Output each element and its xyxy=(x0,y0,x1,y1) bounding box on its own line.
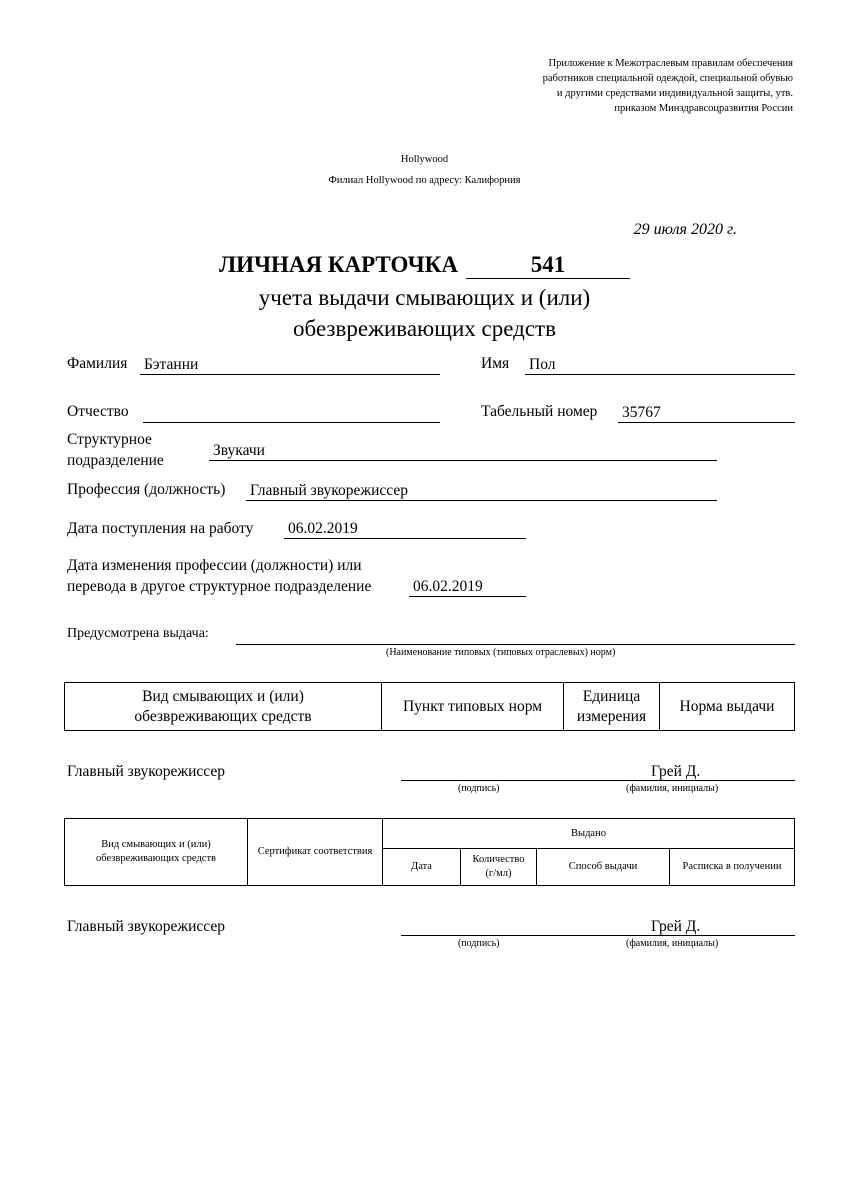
legal-note xyxy=(543,56,793,116)
signature-hint: (подпись) xyxy=(458,783,500,794)
table-header-cell: Количество (г/мл) xyxy=(461,849,537,886)
surname-label: Фамилия xyxy=(67,355,128,372)
change-label-line-2: перевода в другое структурное подразделение xyxy=(67,578,372,595)
name-hint: (фамилия, инициалы) xyxy=(626,783,719,794)
name-label: Имя xyxy=(481,355,510,372)
provision-field[interactable] xyxy=(236,625,795,645)
branch-name: Филиал Hollywood по адресу: Калифорния xyxy=(328,175,521,186)
tab-number-field[interactable]: 35767 xyxy=(618,403,795,423)
subtitle-line-1: учета выдачи смывающих и (или) xyxy=(258,285,591,310)
signature-name: Грей Д. xyxy=(651,918,701,935)
table-header-cell: Пункт типовых норм xyxy=(382,683,564,731)
signature-position: Главный звукорежиссер xyxy=(67,763,225,780)
card-number: 541 xyxy=(466,252,630,279)
table-header-cell: Дата xyxy=(383,849,461,886)
table-header-cell: Единица измерения xyxy=(564,683,660,731)
signature-hint: (подпись) xyxy=(458,938,500,949)
change-label-line-1: Дата изменения профессии (должности) или xyxy=(67,557,362,574)
change-date-field[interactable]: 06.02.2019 xyxy=(409,577,526,597)
signature-line xyxy=(401,935,795,936)
document-date: 29 июля 2020 г. xyxy=(633,221,737,238)
norms-table xyxy=(64,682,795,731)
table-header-cell: Вид смывающих и (или) обезвреживающих средств xyxy=(65,683,382,731)
organization-name: Hollywood xyxy=(400,154,449,165)
legal-note-line: и другими средствами индивидуальной защиты, утв. xyxy=(556,88,793,99)
subtitle-line-2: обезвреживающих средств xyxy=(293,316,556,341)
profession-label: Профессия (должность) xyxy=(67,481,226,498)
legal-note-line: работников специальной одеждой, специальной обувью xyxy=(542,73,793,84)
surname-field[interactable]: Бэтанни xyxy=(140,355,440,375)
patronymic-field[interactable] xyxy=(143,403,440,423)
hire-date-label: Дата поступления на работу xyxy=(67,520,254,537)
title-row xyxy=(0,250,849,280)
legal-note-line: Приложение к Межотраслевым правилам обеспечения xyxy=(548,58,793,69)
table-header-cell: Норма выдачи xyxy=(660,683,795,731)
document-title: ЛИЧНАЯ КАРТОЧКА xyxy=(219,252,458,277)
table-header-cell: Вид смывающих и (или) обезвреживающих средств xyxy=(65,819,248,886)
table-header-cell: Сертификат соответствия xyxy=(248,819,383,886)
department-label-line-1: Структурное xyxy=(67,431,152,448)
name-hint: (фамилия, инициалы) xyxy=(626,938,719,949)
provision-label: Предусмотрена выдача: xyxy=(67,626,209,641)
signature-position: Главный звукорежиссер xyxy=(67,918,225,935)
patronymic-label: Отчество xyxy=(67,403,129,420)
hire-date-field[interactable]: 06.02.2019 xyxy=(284,519,526,539)
table-header-cell: Способ выдачи xyxy=(537,849,670,886)
table-row xyxy=(65,683,795,731)
department-label-line-2: подразделение xyxy=(67,452,164,469)
table-header-cell: Выдано xyxy=(383,819,795,849)
signature-name: Грей Д. xyxy=(651,763,701,780)
table-row xyxy=(65,819,795,849)
department-field[interactable]: Звукачи xyxy=(209,441,717,461)
tab-number-label: Табельный номер xyxy=(481,403,598,420)
profession-field[interactable]: Главный звукорежиссер xyxy=(246,481,717,501)
provision-hint: (Наименование типовых (типовых отраслевых) норм) xyxy=(386,647,616,658)
legal-note-line: приказом Минздравсоцразвития России xyxy=(614,103,793,114)
name-field[interactable]: Пол xyxy=(525,355,795,375)
table-header-cell: Расписка в получении xyxy=(670,849,795,886)
signature-line xyxy=(401,780,795,781)
issuance-table xyxy=(64,818,795,886)
